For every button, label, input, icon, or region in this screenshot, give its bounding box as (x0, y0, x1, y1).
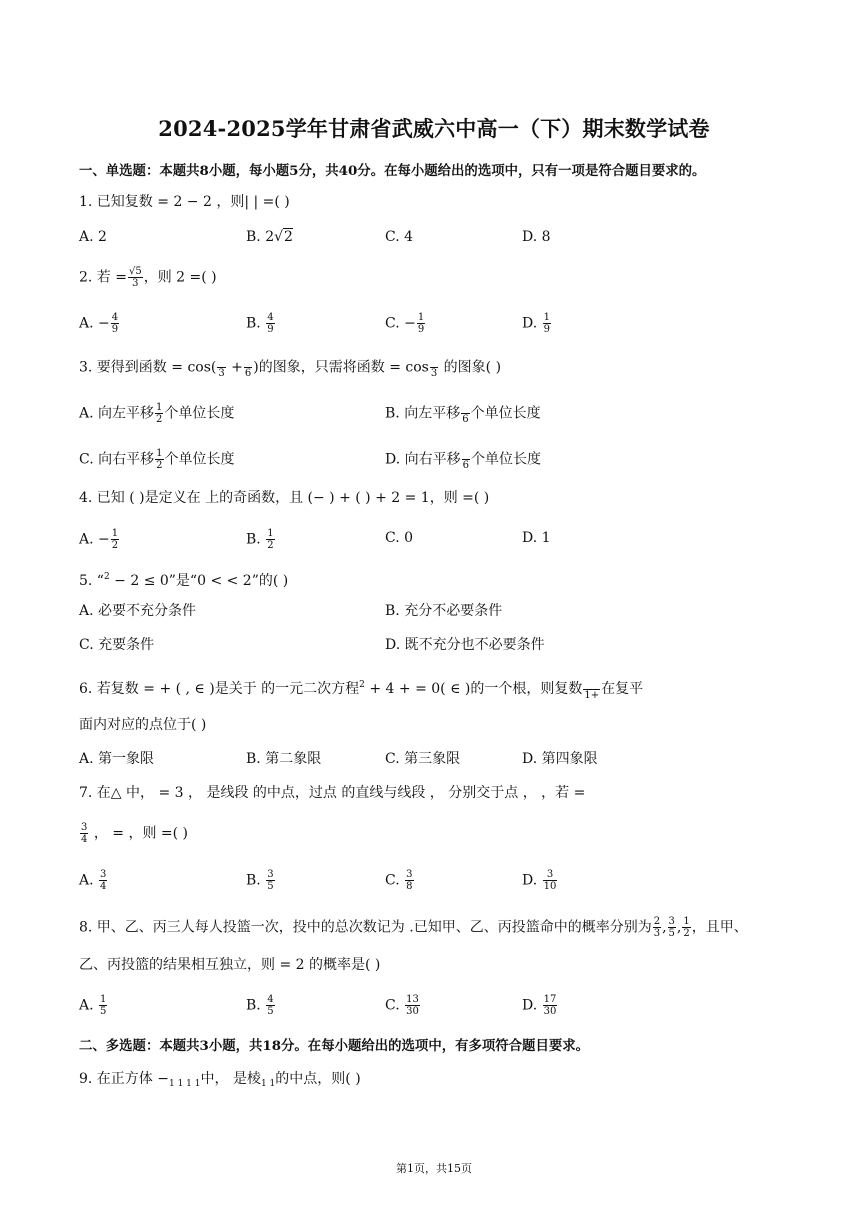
q3-option-d: D. 向右平移 6 个单位长度 (385, 448, 541, 471)
q3-option-b: B. 向左平移 6 个单位长度 (385, 402, 541, 425)
question-9-stem: 9. 在正方体 $-_{1 1 1 1}$中， 是棱$_{1 1}$的中点，则( ) (79, 1071, 361, 1089)
q8-option-a: A. $\frac{1}{5}$ (79, 994, 107, 1017)
q6-option-b: B. 第二象限 (246, 751, 322, 767)
q4-option-c: C. 0 (385, 530, 414, 546)
q4-option-b: B. $\frac{1}{2}$ (246, 528, 274, 551)
q5-option-c: C. 充要条件 (79, 637, 155, 653)
q7-option-a: A. $\frac{3}{4}$ (79, 869, 107, 892)
q3-option-a: A. 向左平移 $\frac{1}{2}$ 个单位长度 (79, 402, 235, 425)
sqrt-icon: √ (274, 229, 284, 245)
q4-option-a: A. − $\frac{1}{2}$ (79, 528, 119, 551)
q8-option-d: D. $\frac{17}{30}$ (522, 994, 557, 1017)
question-4-stem: 4. 已知 ( )是定义在 上的奇函数，且 (− ) + ( ) + 2 = 1，则 =( ) (79, 490, 490, 506)
q6-option-c: C. 第三象限 (385, 751, 461, 767)
q7-option-b: B. $\frac{3}{5}$ (246, 869, 274, 892)
q6-option-d: D. 第四象限 (522, 751, 598, 767)
section-heading-multiple-choice: 二、多选题：本题共3小题，共18分。在每小题给出的选项中，有多项符合题目要求。 (79, 1038, 590, 1054)
question-8-stem: 8. 甲、乙、丙三人每人投篮一次，投中的总次数记为 .已知甲、乙、丙投篮命中的概率分别为 $\frac{2}{3}$ , $\frac{3}{5}$ , $\frac{1}{2}$ ，且甲、 (79, 916, 748, 939)
q2-option-b: B. $\frac{4}{9}$ (246, 312, 274, 335)
q2-option-d: D. $\frac{1}{9}$ (522, 312, 551, 335)
q5-option-b: B. 充分不必要条件 (385, 603, 503, 619)
q2-option-c: C. − $\frac{1}{9}$ (385, 312, 425, 335)
question-6-stem: 6. 若复数 = + ( , ∈ )是关于 的一元二次方程$^2$ + 4 + = 0( ∈ )的一个根，则复数 1+ 在复平 (79, 675, 643, 701)
question-2-stem: 2. 若 = $\frac{√5}{3}$ ，则 2 =( ) (79, 266, 217, 289)
exam-title: 2024-2025学年甘肃省武威六中高一（下）期末数学试卷 (158, 116, 710, 141)
q8-option-b: B. $\frac{4}{5}$ (246, 994, 274, 1017)
q5-option-a: A. 必要不充分条件 (79, 603, 197, 619)
question-7-stem: 7. 在△ 中， = 3 ， 是线段 的中点，过点 的直线与线段 ， 分别交于点 ， ，若 = (79, 785, 586, 801)
q1-option-b: B. 2√2 (246, 229, 293, 245)
page-footer: 第1页，共15页 (396, 1162, 472, 1175)
question-3-stem: 3. 要得到函数 = cos( 3 + 6 )的图象，只需将函数 = cos 3 的图象( ) (79, 356, 501, 379)
question-1-stem: 1. 已知复数 = 2 − 2 ，则| | =( ) (79, 194, 290, 210)
q5-option-d: D. 既不充分也不必要条件 (385, 637, 545, 653)
q6-option-a: A. 第一象限 (79, 751, 155, 767)
q2-option-a: A. − $\frac{4}{9}$ (79, 312, 119, 335)
q4-option-d: D. 1 (522, 530, 551, 546)
q1-option-c: C. 4 (385, 229, 414, 245)
section-heading-single-choice: 一、单选题：本题共8小题，每小题5分，共40分。在每小题给出的选项中，只有一项是符合题目要求的。 (79, 163, 706, 179)
question-6-stem-line2: 面内对应的点位于( ) (79, 717, 207, 733)
question-8-stem-line2: 乙、丙投篮的结果相互独立，则 = 2 的概率是( ) (79, 957, 381, 973)
question-7-stem-line2: $\frac{3}{4}$ ， = ，则 =( ) (81, 822, 189, 845)
q8-option-c: C. $\frac{13}{30}$ (385, 994, 419, 1017)
q1-option-d: D. 8 (522, 229, 551, 245)
q7-option-c: C. $\frac{3}{8}$ (385, 869, 413, 892)
q3-option-c: C. 向右平移 $\frac{1}{2}$ 个单位长度 (79, 448, 235, 471)
q7-option-d: D. $\frac{3}{10}$ (522, 869, 557, 892)
question-5-stem: 5. “$^2$ − 2 ≤ 0”是“0 < < 2”的( ) (79, 572, 289, 589)
q1-option-a: A. 2 (79, 229, 107, 245)
